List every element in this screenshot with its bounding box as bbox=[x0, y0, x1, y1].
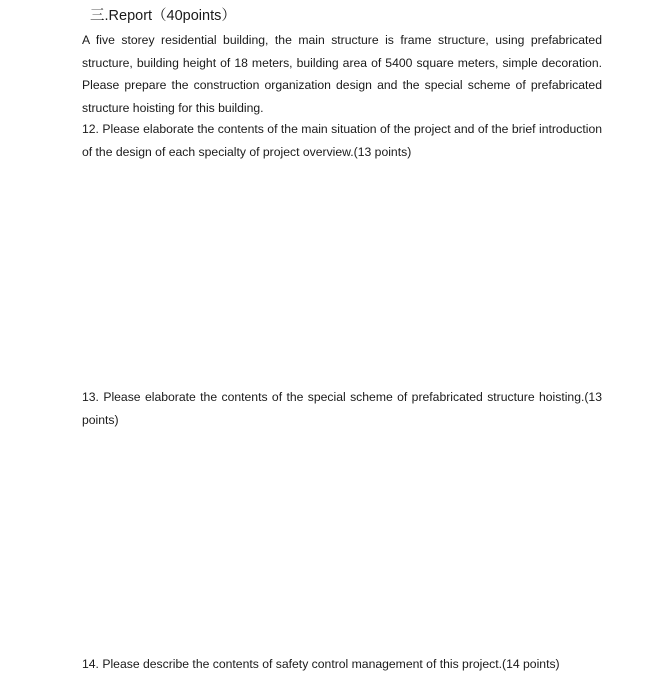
question-14 bbox=[82, 653, 602, 676]
question-12 bbox=[82, 118, 602, 163]
question-13 bbox=[82, 386, 602, 431]
case-description-text: A five storey residential building, the main structure is frame structure, using prefabricated structure, building height of 18 meters, building area of 5400 square meters, simple decoration. Please prepare the construction organization design and the special scheme of prefabricated structure hoisting for this building. bbox=[82, 33, 602, 115]
case-description bbox=[82, 29, 602, 119]
question-14-text: 14. Please describe the contents of safety control management of this project.(14 points) bbox=[82, 657, 560, 671]
question-12-text: 12. Please elaborate the contents of the main situation of the project and of the brief introduction of the design of each specialty of project overview.(13 points) bbox=[82, 122, 602, 159]
section-heading: 三.Report（40points） bbox=[90, 8, 236, 24]
question-13-text: 13. Please elaborate the contents of the special scheme of prefabricated structure hoisting.(13 points) bbox=[82, 390, 602, 427]
